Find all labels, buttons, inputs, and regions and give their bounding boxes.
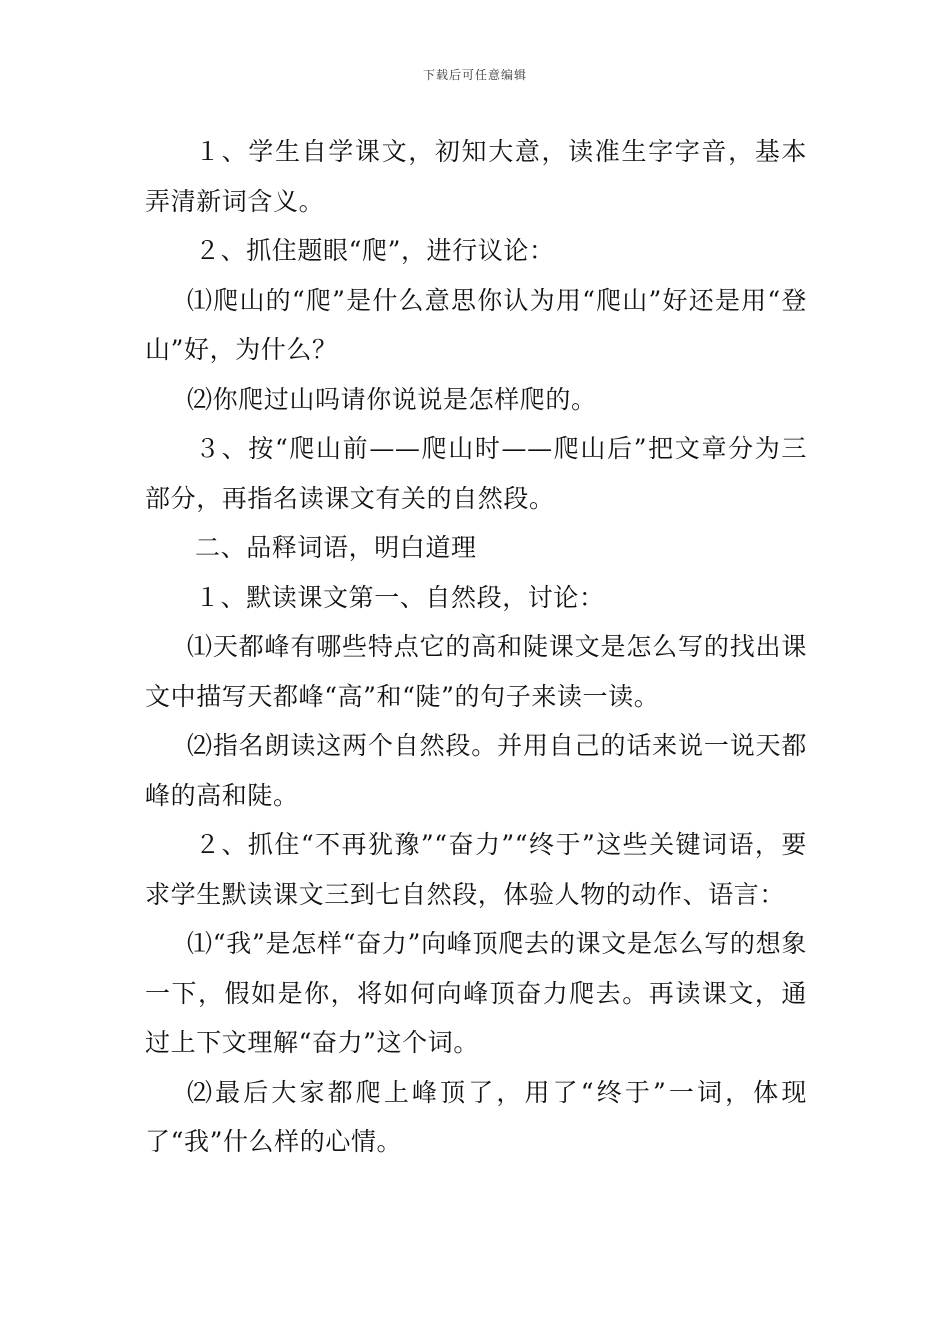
paragraph-section2-question-1: ⑴天都峰有哪些特点它的高和陡课文是怎么写的找出课文中描写天都峰“高”和“陡”的句子来读一读。 (145, 632, 807, 711)
paragraph-section2-step-2: ２、抓住“不再犹豫”“奋力”“终于”这些关键词语，要求学生默读课文三到七自然段，体验人物的动作、语言： (145, 830, 807, 909)
paragraph-section2-question-2: ⑵指名朗读这两个自然段。并用自己的话来说一说天都峰的高和陡。 (145, 731, 807, 810)
paragraph-step-2: ２、抓住题眼“爬”，进行议论： (195, 236, 555, 265)
section-heading-two: 二、品释词语，明白道理 (195, 533, 477, 562)
paragraph-section2-step-1: １、默读课文第一、自然段，讨论： (195, 582, 605, 612)
paragraph-section2-question-3: ⑴“我”是怎样“奋力”向峰顶爬去的课文是怎么写的想象一下，假如是你，将如何向峰顶奋力爬去。再读课文，通过上下文理解“奋力”这个词。 (145, 929, 807, 1057)
page-header: 下载后可任意编辑 (422, 68, 527, 82)
document-body (145, 127, 807, 1167)
paragraph-step-1: １、学生自学课文，初知大意，读准生字字音，基本弄清新词含义。 (145, 137, 807, 216)
paragraph-question-1: ⑴爬山的“爬”是什么意思你认为用“爬山”好还是用“登山”好，为什么？ (145, 285, 807, 364)
paragraph-section2-question-4: ⑵最后大家都爬上峰顶了，用了“终于”一词，体现了“我”什么样的心情。 (145, 1077, 807, 1156)
paragraph-question-2: ⑵你爬过山吗请你说说是怎样爬的。 (187, 384, 597, 414)
paragraph-step-3: ３、按“爬山前——爬山时——爬山后”把文章分为三部分，再指名读课文有关的自然段。 (145, 434, 807, 513)
